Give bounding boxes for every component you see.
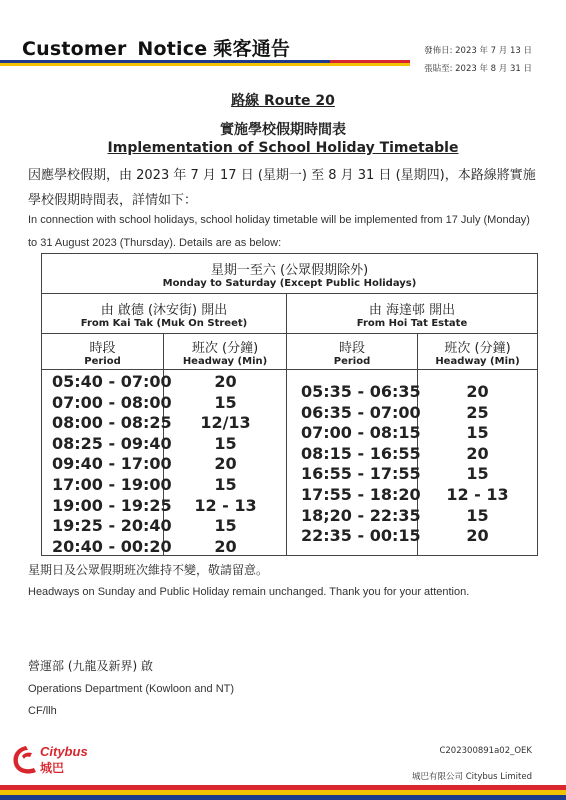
dir1-headway-4: 15 [214,433,237,453]
dir1-headway-8: 15 [214,516,237,536]
intro-en: In connection with school holidays, school holiday timetable will be implemented from 17 July (Monday) to 31 August 2023 (Thursday). Details are as below: [28,214,530,249]
dir2-headway-5: 15 [466,464,489,484]
dir1-headway-6: 15 [214,474,237,494]
dir2-headway-2: 25 [466,402,489,422]
dir2-period-list [301,382,421,547]
notice-title [22,34,290,61]
dir2-period-column [287,370,421,555]
dir1-header [42,294,287,334]
dir2-headway-7: 15 [466,505,489,525]
company-name: 城巴有限公司 Citybus Limited [412,772,532,782]
notice-title-en: Customer Notice [22,38,208,60]
dir2-headway-4: 20 [466,443,489,463]
dir1-headway-list [164,372,287,557]
dir2-period-3: 07:00 - 08:15 [301,423,421,443]
dir1-headway-3: 12/13 [200,413,251,433]
dir1-headway-2: 15 [214,392,237,412]
dir2-period-5: 16:55 - 17:55 [301,464,421,484]
post-until-date: 張貼至: 2023 年 8 月 31 日 [424,64,532,74]
notice-title-zh: 乘客通告 [213,38,291,60]
document-code: C202300891a02_OEK [439,746,532,756]
timetable [41,253,538,556]
dir1-period-column [42,370,172,556]
col-headway-zh: 班次 (分鐘) [444,341,511,356]
dir2-period-2: 06:35 - 07:00 [301,402,421,422]
col-period-en: Period [84,356,121,367]
note-en: Headways on Sunday and Public Holiday remain unchanged. Thank you for your attention. [28,586,470,598]
dir2-headway-column [418,370,537,555]
dir1-period-5: 09:40 - 17:00 [52,454,172,474]
department-zh: 營運部 (九龍及新界) 啟 [28,659,153,673]
dir1-headway-5: 20 [214,454,237,474]
dir1-period-1: 05:40 - 07:00 [52,372,172,391]
dir2-headway-8: 20 [466,526,489,546]
col-headway-en: Headway (Min) [435,356,520,367]
dir2-period-6: 17:55 - 18:20 [301,484,421,504]
issue-date: 發佈日: 2023 年 7 月 13 日 [424,46,532,56]
dir1-period-2: 07:00 - 08:00 [52,392,172,412]
dir2-headway-6: 12 - 13 [446,484,509,504]
dir1-period-8: 19:25 - 20:40 [52,516,172,536]
dir1-en: From Kai Tak (Muk On Street) [80,318,248,329]
dir2-period-7: 18;20 - 22:35 [301,505,421,525]
dir2-headway-list [418,382,537,547]
heading-en-text: Implementation of School Holiday Timetable [107,140,459,156]
dir1-period-4: 08:25 - 09:40 [52,433,172,453]
route-label: 路線 Route 20 [231,93,335,109]
logo-text-en: Citybus [40,744,88,759]
dir2-period-8: 22:35 - 00:15 [301,526,421,546]
dir2-period-4: 08:15 - 16:55 [301,443,421,463]
department-en: Operations Department (Kowloon and NT) [28,683,235,695]
col-period-en: Period [333,356,371,367]
dir1-zh: 由 啟德 (沐安街) 開出 [100,303,228,318]
dir1-period-list [52,372,172,557]
route-heading [0,90,566,110]
dir1-headway-column [164,370,287,555]
dir2-period-1: 05:35 - 06:35 [301,382,421,401]
dir1-period-9: 20:40 - 00:20 [52,536,172,556]
dir1-period-7: 19:00 - 19:25 [52,495,172,515]
dir1-headway-header [164,334,287,370]
col-headway-zh: 班次 (分鐘) [191,341,259,356]
logo-text-zh: 城巴 [40,761,65,775]
dir1-period-3: 08:00 - 08:25 [52,413,172,433]
heading-en [0,140,566,156]
dir1-period-6: 17:00 - 19:00 [52,474,172,494]
dir2-header [287,294,537,334]
note-zh: 星期日及公眾假期班次維持不變，敬請留意。 [28,563,269,577]
dir1-headway-9: 20 [214,536,237,556]
days-zh: 星期一至六 (公眾假期除外) [210,263,369,278]
col-headway-en: Headway (Min) [182,356,268,367]
col-period-zh: 時段 [89,341,116,356]
header-stripe [0,60,410,66]
reference-code: CF/llh [28,705,57,717]
col-period-zh: 時段 [338,341,365,356]
dir1-period-header [42,334,164,370]
notice-dates [424,42,532,78]
dir1-headway-7: 12 - 13 [194,495,257,515]
dir2-headway-header [418,334,537,370]
intro-zh: 因應學校假期，由 2023 年 7 月 17 日 (星期一) 至 8 月 31 日 (星期四)，本路線將實施學校假期時間表，詳情如下： [28,168,536,208]
dir2-headway-1: 20 [466,382,489,401]
dir2-en: From Hoi Tat Estate [356,318,468,329]
days-en: Monday to Saturday (Except Public Holidays) [162,278,417,289]
footer-stripe [0,785,566,800]
dir1-headway-1: 20 [214,372,237,391]
heading-zh: 實施學校假期時間表 [220,122,346,138]
days-header [42,254,537,294]
dir2-zh: 由 海達邨 開出 [368,303,456,318]
dir2-headway-3: 15 [466,423,489,443]
dir2-period-header [287,334,418,370]
